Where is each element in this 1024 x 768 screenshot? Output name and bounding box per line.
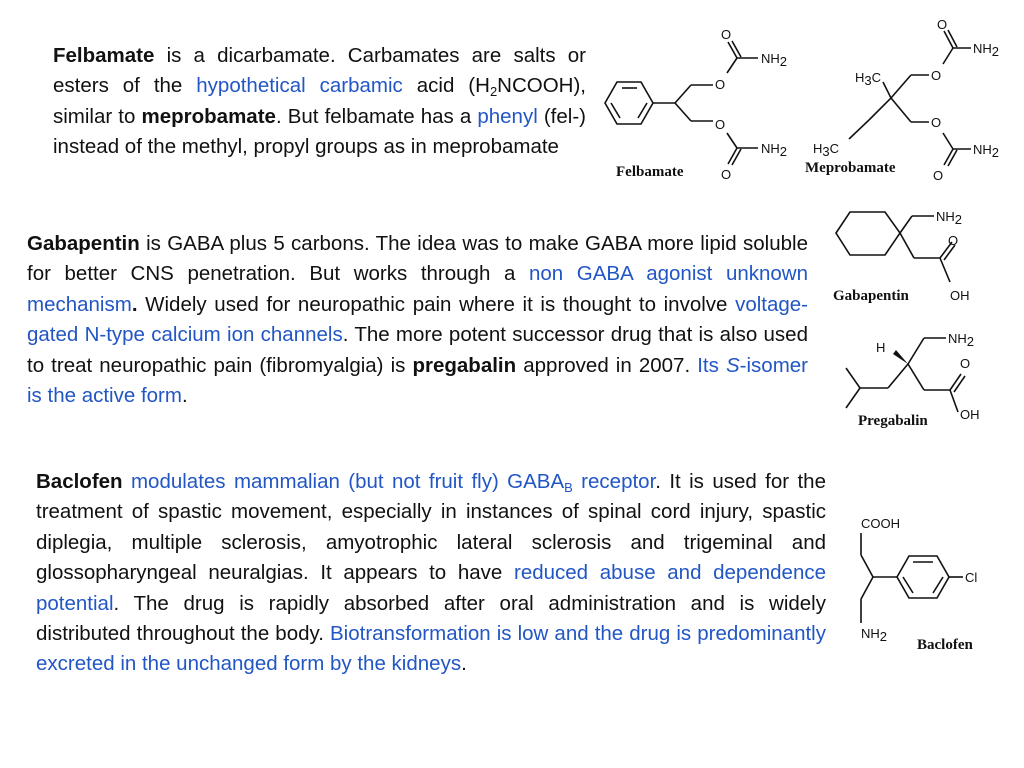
meprobamate-label: Meprobamate: [805, 160, 896, 176]
phenyl-link-text: phenyl: [477, 104, 538, 128]
svg-text:O: O: [960, 356, 971, 371]
svg-text:H3C: H3C: [855, 70, 882, 88]
svg-text:NH2: NH2: [973, 142, 1000, 160]
svg-text:O: O: [931, 68, 942, 83]
gabapentin-paragraph: Gabapentin is GABA plus 5 carbons. The idea was to make GABA more lipid soluble for better CNS penetration. But works through a non GABA agonist unknown mechanism. Widely used for neuropathic pain where it is thought to involve voltage-gated N-type calcium ion channels. The more potent successor drug that is also used to treat neuropathic pain (fibromyalgia) is pregabalin approved in 2007. Its S-isomer is the active form.: [27, 232, 809, 408]
baclofen-term: Baclofen: [36, 470, 123, 493]
abuse-potential-text: reduced abuse and dependence potential: [36, 561, 826, 615]
svg-text:O: O: [933, 168, 944, 183]
gabapentin-label: Gabapentin: [833, 288, 909, 304]
svg-text:O: O: [948, 233, 959, 248]
svg-text:NH2: NH2: [936, 209, 963, 227]
pregabalin-label: Pregabalin: [858, 413, 928, 429]
s-isomer-text: Its S-isomer is the active form: [27, 353, 808, 408]
pregabalin-structure: [838, 320, 1018, 435]
biotransformation-text: Biotransformation is low and the drug is predominantly excreted in the unchanged form by the kidneys: [36, 622, 826, 676]
svg-text:Cl: Cl: [965, 570, 978, 585]
meprobamate-term: meprobamate: [141, 104, 276, 128]
svg-text:NH2: NH2: [861, 626, 888, 644]
svg-text:O: O: [937, 17, 948, 32]
svg-text:O: O: [931, 115, 942, 130]
felbamate-skeleton: [653, 41, 758, 165]
svg-text:NH2: NH2: [948, 331, 975, 349]
pregabalin-wedge-bond: [893, 350, 908, 364]
baclofen-skeleton: [861, 533, 963, 623]
non-gaba-mechanism-text: non GABA agonist unknown mechanism: [27, 262, 809, 316]
meprobamate-structure: [805, 12, 1020, 182]
svg-text:O: O: [715, 117, 726, 132]
calcium-channels-text: voltage-gated N-type calcium ion channels: [27, 292, 808, 347]
felbamate-phenyl-ring: [605, 82, 653, 124]
baclofen-label: Baclofen: [917, 637, 973, 653]
svg-text:NH2: NH2: [761, 51, 788, 69]
svg-text:H: H: [876, 340, 886, 355]
felbamate-label: Felbamate: [616, 164, 684, 180]
gabapentin-term: Gabapentin: [27, 232, 140, 255]
pregabalin-skeleton: [846, 338, 965, 412]
svg-text:COOH: COOH: [861, 516, 900, 531]
gaba-b-receptor-text: modulates mammalian (but not fruit fly) $GABA_B$ receptor: [122, 470, 656, 495]
felbamate-structure: [595, 15, 805, 190]
svg-text:H3C: H3C: [813, 141, 840, 159]
felbamate-paragraph: Felbamate is a dicarbamate. Carbamates are salts or esters of the hypothetical carbamic acid $(H_2NCOOH)$, similar to meprobamate. But felbamate has a phenyl (fel-) instead of the methyl, propyl groups as in meprobamate: [53, 44, 586, 159]
felbamate-term: Felbamate: [53, 44, 155, 67]
gabapentin-structure: [830, 200, 1020, 310]
baclofen-paragraph: Baclofen modulates mammalian (but not fruit fly) $GABA_B$ receptor. It is used for the treatment of spastic movement, especially in instances of spinal cord injury, spastic diplegia, multiple sclerosis, amyotrophic lateral sclerosis and trigeminal and glossopharyngeal neuralgias. It appears to have reduced abuse and dependence potential. The drug is rapidly absorbed after oral administration and is widely distributed throughout the body. Biotransformation is low and the drug is predominantly excreted in the unchanged form by the kidneys.: [36, 470, 826, 676]
svg-text:O: O: [715, 77, 726, 92]
svg-text:O: O: [721, 167, 732, 182]
svg-text:NH2: NH2: [761, 141, 788, 159]
meprobamate-skeleton: [849, 30, 971, 166]
baclofen-structure: [845, 505, 1020, 660]
pregabalin-term: pregabalin: [412, 353, 517, 377]
svg-text:NH2: NH2: [973, 41, 1000, 59]
svg-text:OH: OH: [960, 407, 980, 422]
svg-text:OH: OH: [950, 288, 970, 303]
carbamic-acid-link-text: hypothetical carbamic: [196, 74, 403, 98]
svg-text:O: O: [721, 27, 732, 42]
